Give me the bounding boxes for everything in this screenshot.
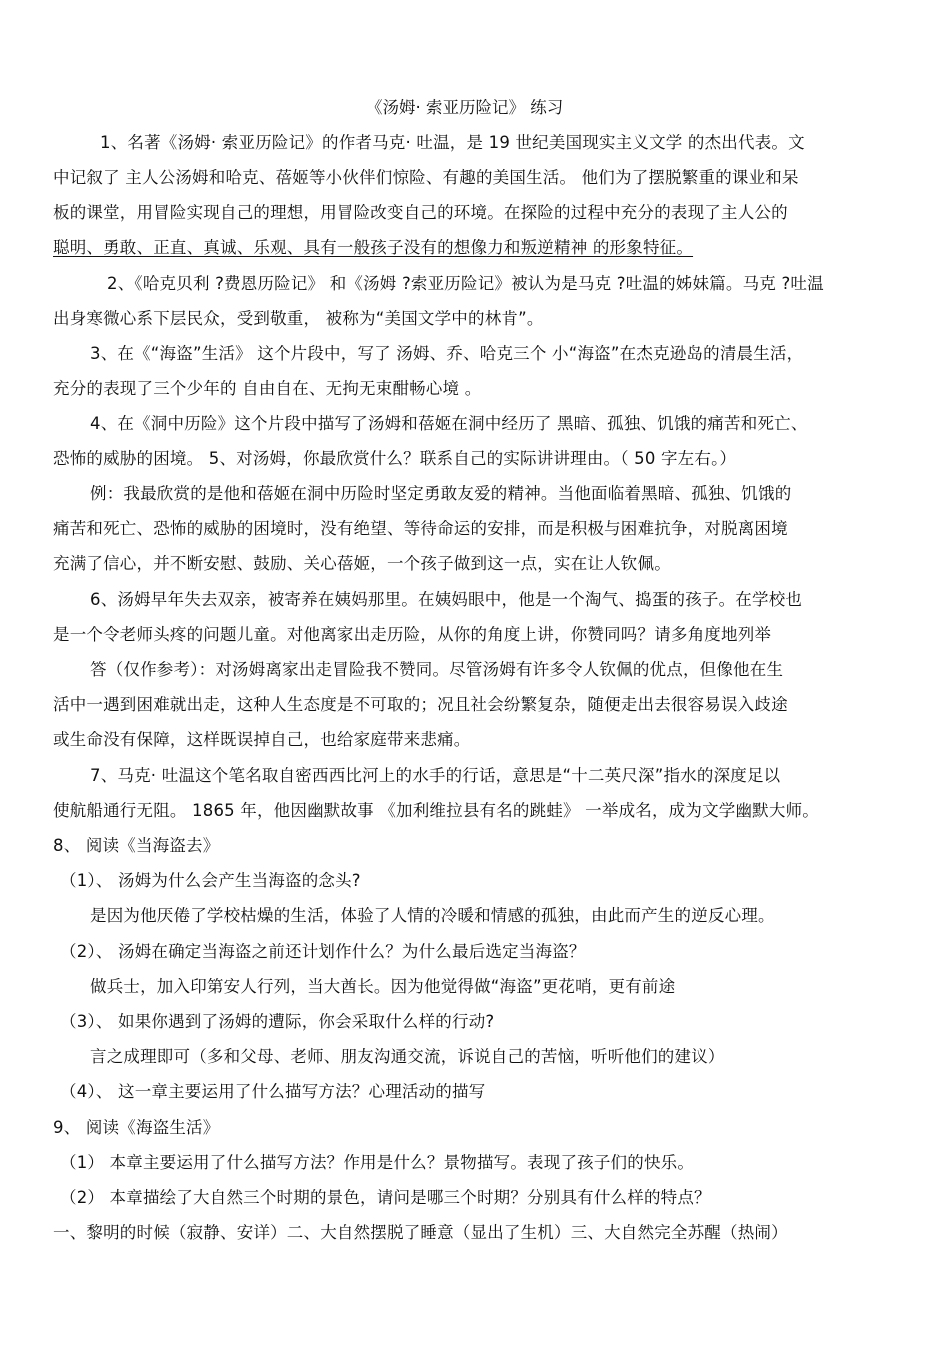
q2-line-1: 2、《哈克贝利 ?费恩历险记》 和《汤姆 ?索亚历险记》被认为是马克 ?吐温的姊妹篇。马克 ?吐温	[107, 274, 824, 293]
q9-sub1: （1） 本章主要运用了什么描写方法？作用是什么？景物描写。表现了孩子们的快乐。	[60, 1153, 695, 1172]
document-title: 《汤姆· 索亚历险记》 练习	[366, 98, 564, 117]
q6-line-1: 6、汤姆早年失去双亲，被寄养在姨妈那里。在姨妈眼中，他是一个淘气、捣蛋的孩子。在学校也	[90, 590, 803, 609]
q6-line-2: 是一个令老师头疼的问题儿童。对他离家出走历险，从你的角度上讲，你赞同吗？请多角度地列举	[53, 625, 772, 644]
q5-answer-line-1: 例：我最欣赏的是他和蓓姬在洞中历险时坚定勇敢友爱的精神。当他面临着黑暗、孤独、饥饿的	[90, 484, 792, 503]
q8-sub1-answer: 是因为他厌倦了学校枯燥的生活，体验了人情的冷暖和情感的孤独，由此而产生的逆反心理。	[90, 906, 775, 925]
q3-line-1: 3、在《“海盗”生活》 这个片段中，写了 汤姆、乔、哈克三个 小“海盗”在杰克逊岛的清晨生活，	[90, 344, 804, 363]
q2-line-2: 出身寒微心系下层民众，受到敬重， 被称为“美国文学中的林肯”。	[53, 309, 544, 328]
q7-line-2: 使航船通行无阻。 1865 年，他因幽默故事 《加利维拉县有名的跳蛙》 一举成名，成为文学幽默大师。	[53, 801, 819, 820]
q8-sub4-question: （4）、 这一章主要运用了什么描写方法？心理活动的描写	[60, 1082, 486, 1101]
q5-answer-line-2: 痛苦和死亡、恐怖的威胁的困境时，没有绝望、等待命运的安排，而是积极与困难抗争，对脱离困境	[53, 519, 788, 538]
q8-sub2-answer: 做兵士，加入印第安人行列，当大酋长。因为他觉得做“海盗”更花哨，更有前途	[90, 977, 676, 996]
q8-sub1-question: （1）、 汤姆为什么会产生当海盗的念头?	[60, 871, 361, 890]
q1-line-2: 中记叙了 主人公汤姆和哈克、蓓姬等小伙伴们惊险、有趣的美国生活。 他们为了摆脱繁重的课业和呆	[53, 168, 799, 187]
q9-heading: 9、 阅读《海盗生活》	[53, 1118, 220, 1137]
q6-answer-line-2: 活中一遇到困难就出走，这种人生态度是不可取的；况且社会纷繁复杂，随便走出去很容易误入歧途	[53, 695, 788, 714]
q8-sub3-answer: 言之成理即可（多和父母、老师、朋友沟通交流，诉说自己的苦恼，听听他们的建议）	[90, 1047, 725, 1066]
q5-answer-line-3: 充满了信心，并不断安慰、鼓励、关心蓓姬，一个孩子做到这一点，实在让人钦佩。	[53, 554, 671, 573]
q8-sub2-question: （2）、 汤姆在确定当海盗之前还计划作什么？为什么最后选定当海盗？	[60, 942, 586, 961]
q8-sub3-question: （3）、 如果你遇到了汤姆的遭际，你会采取什么样的行动?	[60, 1012, 495, 1031]
q1-line-4: 聪明、勇敢、正直、真诚、乐观、具有一般孩子没有的想像力和叛逆精神 的形象特征。	[53, 238, 694, 257]
q7-line-1: 7、马克· 吐温这个笔名取自密西西比河上的水手的行话，意思是“十二英尺深”指水的深度足以	[90, 766, 781, 785]
q4-line-2: 恐怖的威胁的困境。 5、对汤姆，你最欣赏什么？联系自己的实际讲讲理由。（ 50 字左右。）	[53, 449, 737, 468]
q9-sub2-answer: 一、黎明的时候（寂静、安详）二、大自然摆脱了睡意（显出了生机）三、大自然完全苏醒（热闹）	[53, 1223, 788, 1242]
q1-line-3: 板的课堂，用冒险实现自己的理想，用冒险改变自己的环境。在探险的过程中充分的表现了主人公的	[53, 203, 788, 222]
q6-answer-line-1: 答（仅作参考）：对汤姆离家出走冒险我不赞同。尽管汤姆有许多令人钦佩的优点，但像他在生	[90, 660, 784, 679]
q8-heading: 8、 阅读《当海盗去》	[53, 836, 220, 855]
q1-line-1: 1、名著《汤姆· 索亚历险记》的作者马克· 吐温，是 19 世纪美国现实主义文学 的杰出代表。文	[100, 133, 805, 152]
q6-answer-line-3: 或生命没有保障，这样既误掉自己，也给家庭带来悲痛。	[53, 730, 471, 749]
q3-line-2: 充分的表现了三个少年的 自由自在、无拘无束酣畅心境 。	[53, 379, 482, 398]
q4-line-1: 4、在《洞中历险》这个片段中描写了汤姆和蓓姬在洞中经历了 黑暗、孤独、饥饿的痛苦和死亡、	[90, 414, 808, 433]
q9-sub2-question: （2） 本章描绘了大自然三个时期的景色，请问是哪三个时期？分别具有什么样的特点？	[60, 1188, 711, 1207]
